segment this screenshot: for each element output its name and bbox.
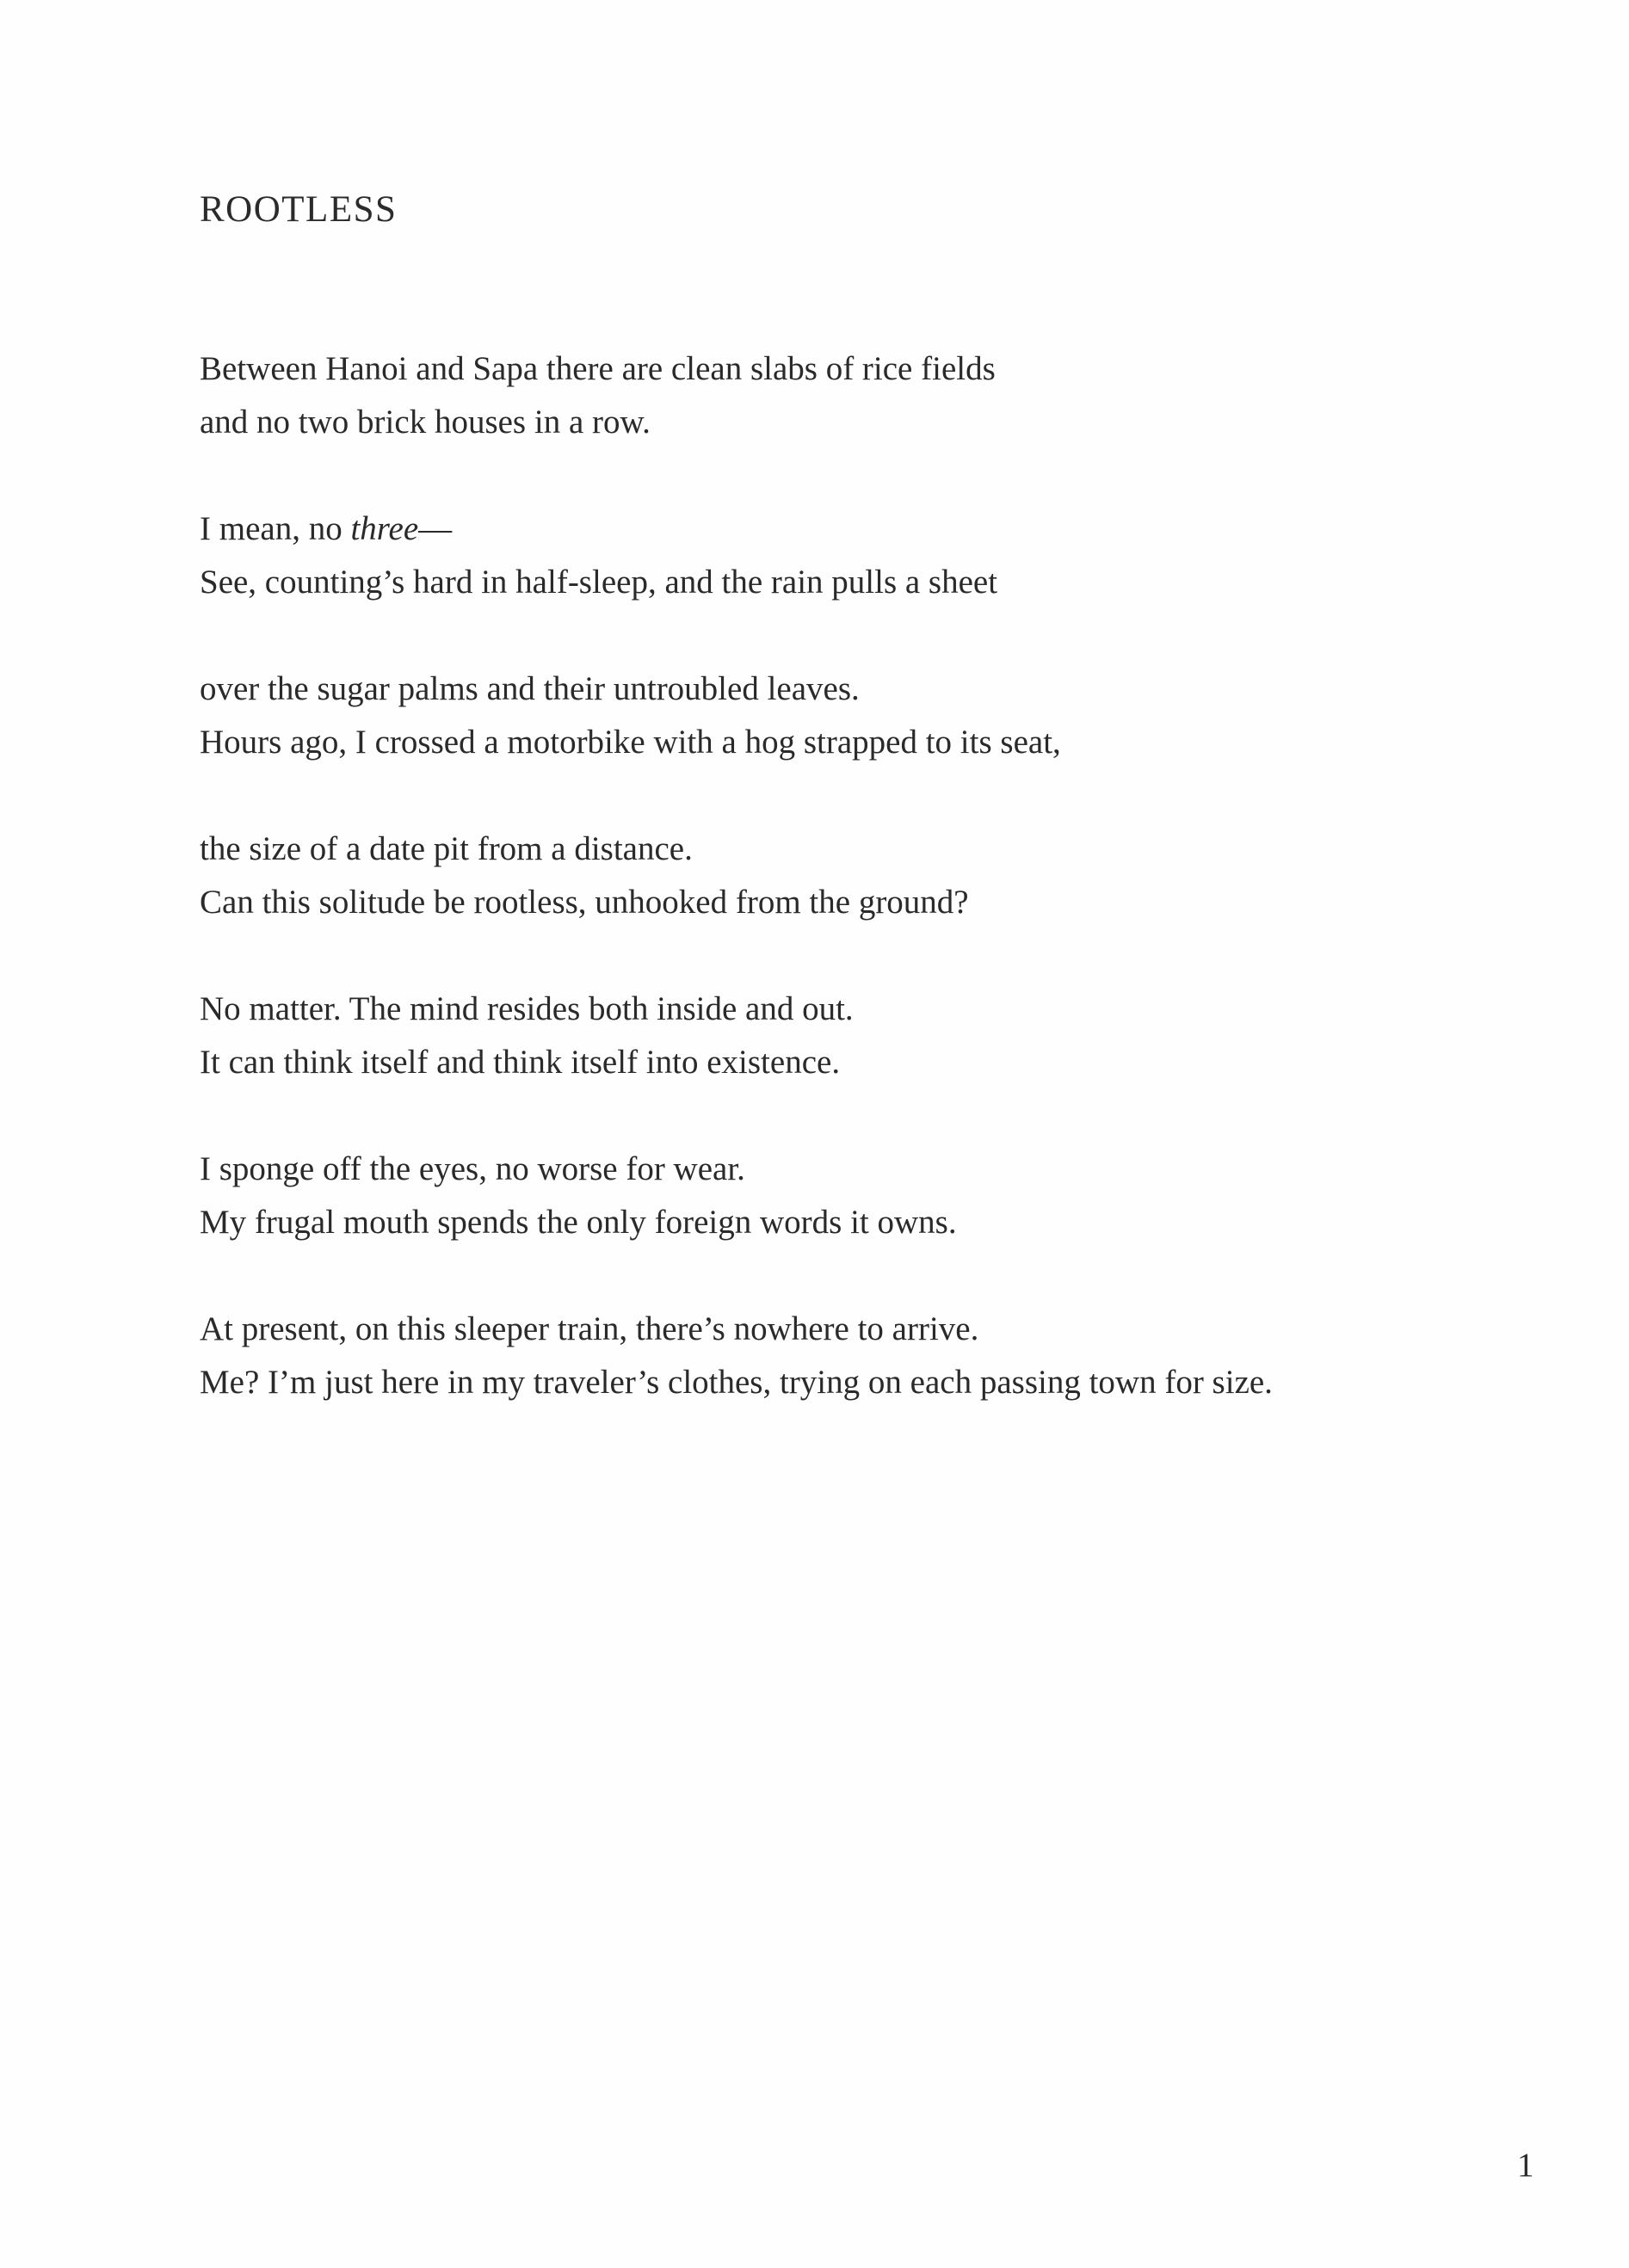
stanza [200, 663, 1542, 769]
poem-line: and no two brick houses in a row. [200, 404, 651, 441]
poem-line: Can this solitude be rootless, unhooked from the ground? [200, 884, 969, 921]
page-number: 1 [1517, 2147, 1534, 2184]
line-text: I mean, no [200, 510, 351, 547]
poem-line: Hours ago, I crossed a motorbike with a hog strapped to its seat, [200, 724, 1061, 761]
stanza [200, 1143, 1542, 1249]
stanza [200, 983, 1542, 1089]
em-dash: — [418, 510, 453, 547]
italic-word: three [350, 510, 419, 547]
poem-line: At present, on this sleeper train, there’s nowhere to arrive. [200, 1310, 979, 1347]
poem-line: Between Hanoi and Sapa there are clean slabs of rice fields [200, 350, 996, 387]
poem-line: I sponge off the eyes, no worse for wear. [200, 1150, 745, 1187]
poem-line: See, counting’s hard in half-sleep, and the rain pulls a sheet [200, 564, 998, 601]
poem-line: My frugal mouth spends the only foreign words it owns. [200, 1204, 957, 1241]
stanza [200, 342, 1542, 449]
stanza [200, 823, 1542, 929]
stanza [200, 502, 1542, 609]
poem-line: over the sugar palms and their untroubled leaves. [200, 670, 860, 707]
poem-line: No matter. The mind resides both inside and out. [200, 990, 854, 1027]
poem-line [200, 502, 1542, 556]
poem-line: the size of a date pit from a distance. [200, 830, 693, 867]
stanza [200, 1303, 1542, 1409]
poem-title: ROOTLESS [200, 189, 398, 230]
poem-line: Me? I’m just here in my traveler’s clothes, trying on each passing town for size. [200, 1364, 1273, 1401]
poem-body [200, 342, 1542, 1463]
poem-line: It can think itself and think itself into existence. [200, 1044, 841, 1081]
